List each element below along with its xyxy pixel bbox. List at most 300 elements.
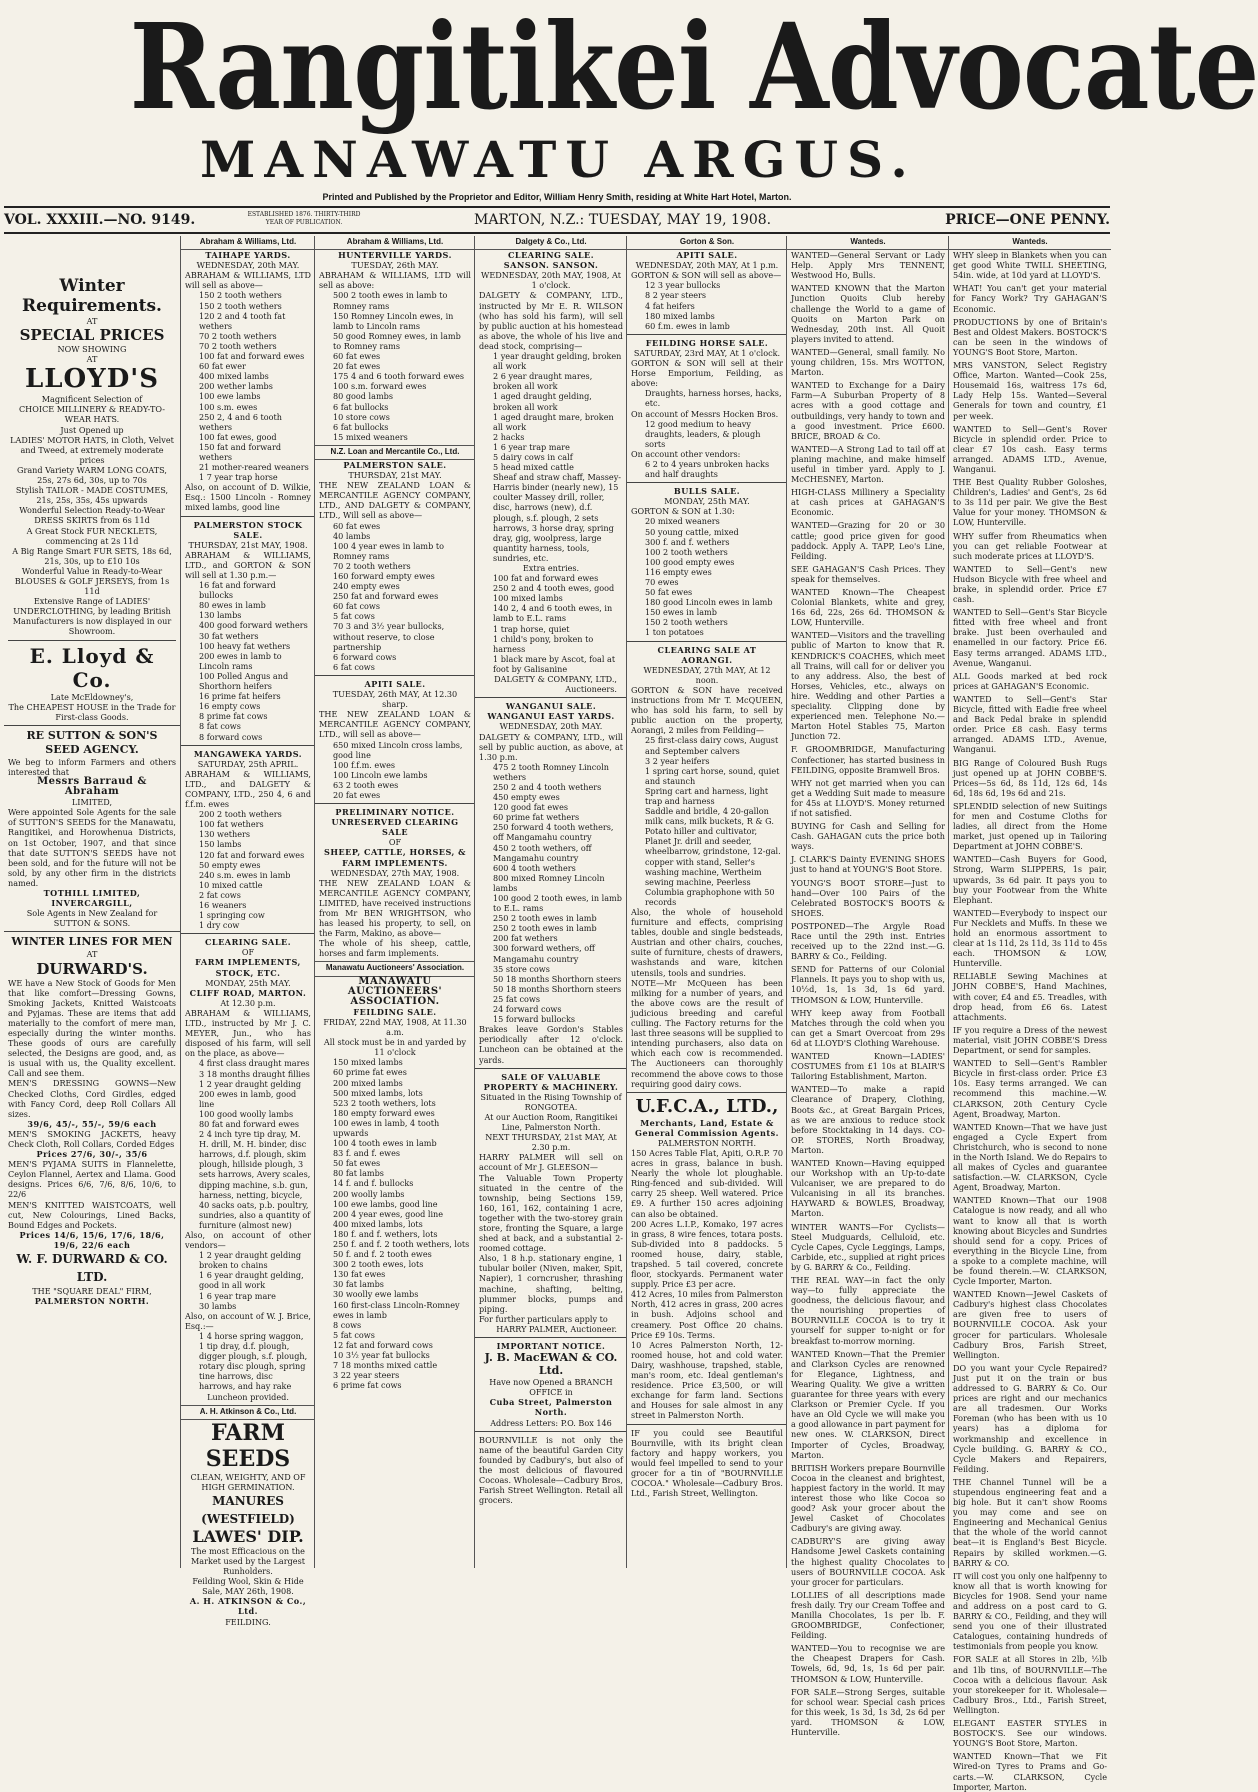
ad-text: HARRY PALMER will sell on account of Mr J. GLEESON—: [479, 1152, 623, 1173]
lot-item: 100 good 2 tooth ewes, in lamb to E.L. rams: [493, 893, 622, 914]
wanted-ad: WANTED to Sell—Gent's Star Bicycle, fitted with Eadie free wheel and Back Pedal brake in splendid order. Price £8 cash. Easy terms arranged. ADAMS LTD., Avenue, Wanganui.: [953, 693, 1107, 755]
lloyds-name: LLOYD'S: [24, 364, 160, 395]
lot-item: 130 fat ewes: [333, 1269, 386, 1280]
ad-text: LIMITED,: [71, 797, 113, 808]
divider: [315, 803, 475, 804]
ad-text: ABRAHAM & WILLIAMS, LTD., and DALGETY & COMPANY, LTD., 250 4, 6 and f.f.m. ewes: [185, 768, 311, 810]
special-prices: SPECIAL PRICES: [19, 326, 165, 345]
sale-title: BULLS SALE.: [673, 486, 741, 497]
sale-title: WANGANUI SALE.: [505, 701, 597, 712]
divider: [475, 1431, 627, 1432]
lot-item: 1 black mare by Ascot, foal at foot by Galisanine: [493, 653, 616, 674]
lot-list: [479, 762, 623, 1024]
lot-item: 600 4 tooth wethers: [493, 862, 576, 873]
wanted-ad: WHAT! You can't get your material for Fancy Work? Try GAHAGAN'S Economic.: [953, 283, 1107, 314]
ad-text: Situated in the Rising Township of RONGOTEA.: [480, 1091, 622, 1112]
lot-item: 250 f. and f. 2 tooth wethers, lots: [333, 1239, 470, 1249]
lot-item: 70 ewes: [645, 577, 679, 587]
wanted-ad: YOUNG'S BOOT STORE—Just to hand—Over 100 Pairs of the Celebrated BOSTOCK'S BOOTS & SHOES.: [791, 877, 945, 918]
ad-text: AT: [86, 316, 98, 326]
ad-text: Late McEldowney's,: [50, 691, 134, 702]
lot-item: 20 mixed weaners: [645, 516, 720, 527]
lot-item: 200 2 tooth wethers: [199, 809, 282, 820]
lot-item: 10 3½ year fat bullocks: [333, 1350, 430, 1361]
ad-text: Luncheon provided.: [207, 1391, 289, 1402]
lot-item: 450 2 tooth wethers, off Mangamahu country: [493, 842, 592, 863]
ad-text: AT: [86, 949, 98, 960]
wanted-ad: ELEGANT EASTER STYLES in BOSTOCK'S. See our windows. YOUNG'S Boot Store, Marton.: [953, 1718, 1107, 1749]
lot-item: 16 empty cows: [199, 701, 261, 712]
divider: [627, 1092, 787, 1093]
column-5: [626, 236, 787, 1568]
ad-text: DALGETY & COMPANY, LTD., instructed by Mr E. R. WILSON (who has sold his farm), will sell by public auction at his homestead as above, the whole of his live and dead stock, comprising—: [479, 290, 623, 351]
lot-item: 1 year draught gelding, broken all work: [493, 351, 622, 372]
lot-item: 60 f.m. ewes in lamb: [645, 320, 730, 331]
issue-date: MARTON, N.Z.: TUESDAY, MAY 19, 1908.: [474, 212, 772, 228]
column-7: [948, 236, 1111, 1792]
ad-text: THE NEW ZEALAND LOAN & MERCANTILE AGENCY COMPANY, LTD., will sell as above—: [319, 709, 471, 740]
lot-item: 180 mixed lambs: [645, 310, 715, 321]
wanted-ad: WHY suffer from Rheumatics when you can get reliable Footwear at such moderate prices at LLOYD'S.: [953, 530, 1107, 561]
lot-item: 12 good medium to heavy draughts, leaders, & plough sorts: [645, 418, 761, 449]
lot-item: 25 first-class dairy cows, August and September calvers: [645, 735, 779, 756]
wanted-ad: WANTED Known—Having equipped our Workshop with an Up-to-date Vulcaniser, we are prepared to do Vulcanising in all its branches. HAYWARD & BOWLES, Broadway, Marton.: [791, 1157, 945, 1219]
lot-item: 1 spring cart horse, sound, quiet and staunch: [645, 765, 780, 786]
ad-text: ABRAHAM & WILLIAMS, LTD will sell as above:: [319, 270, 471, 291]
ad-text: OF: [388, 837, 402, 848]
mangaweka-sale: [181, 749, 315, 931]
lot-item: 40 lambs: [333, 530, 371, 541]
ad-text: Also, the whole of household furniture and effects, comprising tables, double and single bedsteads, Austrian and other chairs, couches, suite of furniture, chests of drawers, washstands and ware, kitchen utensils, tools and sundries.: [631, 907, 783, 978]
lot-item: 1 aged draught mare, broken all work: [493, 411, 614, 432]
wanted-ad: WANTED to Sell—Gent's Star Bicycle fitted with free wheel and front brake. Just been overhauled and enamelled in our factory. Price £6. Easy terms arranged. ADAMS LTD., Avenue, Wanganui.: [953, 607, 1107, 668]
wanted-ad: WANTED—Cash Buyers for Good, Strong, Warm SLIPPERS, 1s pair, upwards, 3s 6d pair. It pays you to buy your Footwear from the White Elephant.: [953, 854, 1107, 905]
sale-title: CLEARING SALE.: [507, 250, 595, 261]
lot-item: 70 2 tooth wethers: [199, 330, 277, 341]
lot-item: 16 weaners: [199, 900, 247, 910]
ad-text: GORTON & SON at 1.30:: [631, 506, 735, 517]
wanted-ad: WANTED KNOWN that the Marton Junction Quoits Club hereby challenge the World to a game of Quoits on Marton Park on Wednesday, 20th inst. All Quoit players invited to attend.: [791, 283, 945, 344]
sale-title: PALMERSTON STOCK SALE.: [193, 519, 303, 540]
sale-title: PALMERSTON SALE.: [343, 459, 447, 470]
lot-item: 200 woolly lambs: [333, 1188, 405, 1199]
lot-item: 100 good empty ewes: [645, 556, 735, 567]
sale-place: SANSON. SANSON.: [503, 260, 599, 271]
sale-date: THURSDAY, 21st MAY, 1908.: [188, 539, 308, 550]
feilding-sale: [315, 977, 475, 1391]
lot-item: 1 2 year draught gelding broken to chains: [199, 1250, 302, 1271]
column-heading: Wanteds.: [949, 236, 1111, 250]
lot-item: 2 hacks: [493, 431, 525, 442]
lot-list: [185, 290, 311, 482]
lot-item: 8 cows: [333, 1319, 362, 1330]
durwards-name: DURWARD'S.: [36, 959, 148, 978]
wanted-ad: WANTED Known—That our 1908 Catalogue is now ready, and all who want to know all that is worth knowing about Bicycles and Sundries should send for a copy. Prices of everything in the Bicycle Line, from a spoke to a complete machine, will be found therein.—W. CLARKSON, Cycle Importer, Marton.: [953, 1195, 1108, 1287]
issue-price: PRICE—ONE PENNY.: [945, 212, 1110, 228]
lloyds-item: A Big Range Smart FUR SETS, 18s 6d, 21s, 30s, up to £10 10s: [12, 545, 172, 566]
lot-list: [319, 521, 471, 672]
ad-text: Extra entries.: [522, 563, 580, 573]
ad-text: MEN'S PYJAMA SUITS in Flannelette, Ceylon Flannel, Aertex and Llama. Good designs. Prices 6/6, 7/6, 8/6, 10/6, to 22/6: [8, 1159, 176, 1200]
lot-item: 6 fat bullocks: [333, 401, 389, 412]
printer-line: Printed and Published by the Proprietor and Editor, William Henry Smith, residing at White Hart Hotel, Marton.: [322, 192, 792, 202]
wanted-ad: MRS VANSTON, Select Registry Office, Marton. Wanted—Cook 25s, Housemaid 16s, waitress 17s 6d, Lady Help 15s. Wanted—Several Generals for town and country, £1 per week.: [953, 360, 1107, 421]
column-heading: N.Z. Loan and Mercantile Co., Ltd.: [315, 445, 475, 460]
lot-item: 80 good lambs: [333, 391, 393, 402]
sanson-sale: [475, 250, 627, 694]
ad-price: Prices 27/6, 30/-, 35/6: [36, 1149, 148, 1160]
lot-item: 1 2 year draught gelding: [199, 1078, 302, 1089]
lot-item: 15 forward bullocks: [493, 1014, 576, 1025]
sale-date: WEDNESDAY, 20th MAY, At 1 p.m.: [635, 260, 779, 271]
lot-item: 1 trap horse, quiet: [493, 623, 570, 634]
lot-item: 63 2 tooth ewes: [333, 779, 399, 790]
ad-text: All stock must be in and yarded by 11 o'clock: [323, 1037, 467, 1058]
column-3: [314, 236, 475, 1568]
wanted-ad: POSTPONED—The Argyle Road Race until the 29th inst. Entries received up to the 22nd inst.—G. BARRY & Co., Feilding.: [791, 920, 945, 962]
macewan-name: J. B. MacEWAN & CO. Ltd.: [484, 1351, 618, 1378]
wanted-ad: FOR SALE—Strong Serges, suitable for school wear. Special cash prices for this week, 1s 3d, 1s 3d, 2s 6d per yard. THOMSON & LOW, Hunterville.: [791, 1686, 945, 1738]
barraud-name: Messrs Barraud & Abraham: [37, 776, 147, 798]
lot-item: 2 6 year draught mares, broken all work: [493, 371, 593, 392]
lot-list: [185, 1058, 311, 1230]
ad-text: BOURNVILLE is not only the name of the beautiful Garden City founded by Cadbury's, but also of the most delicious of flavoured Cocoas. Wholesale—Cadbury Bros, Farish Street Wellington. Retail all grocers.: [479, 1434, 623, 1506]
column-heading: A. H. Atkinson & Co., Ltd.: [181, 1405, 315, 1420]
divider: [475, 1068, 627, 1069]
wanted-ad: F. GROOMBRIDGE, Manufacturing Confectioner, has started business in FEILDING, opposite Bramwell Bros.: [791, 744, 945, 775]
lot-list: [185, 1250, 311, 1311]
lot-item: Sheaf and straw chaff, Massey-Harris binder (nearly new), 15 coulter Massey drill, roller, disc, harrows (new), d.f. plough, s.f. plough, 2 sets harrows, 3 horse dray, spring dray, gig, woolpress, large quantity harness, tools, sundries, etc.: [493, 472, 622, 563]
lot-list: [319, 290, 471, 441]
lot-item: 100 s.m. forward ewes: [333, 381, 427, 392]
lot-item: 116 empty ewes: [645, 566, 712, 577]
ad-text: Sole Agents in New Zealand for SUTTON & SONS.: [26, 908, 158, 929]
lot-item: 150 ewes in lamb: [645, 607, 717, 618]
ad-text: We beg to inform Farmers and others interested that: [8, 756, 176, 777]
lot-item: 16 prime fat heifers: [199, 691, 281, 702]
lot-item: 500 2 tooth ewes in lamb to Romney rams: [333, 290, 448, 311]
wanted-ads: [949, 250, 1111, 1792]
wanted-ad: WANTED—A Strong Lad to tail off at planing machine, and make himself useful in timber yard. Apply to J. McCHESNEY, Marton.: [791, 443, 945, 485]
lot-item: 160 first-class Lincoln-Romney ewes in lamb: [333, 1299, 460, 1320]
wanted-ad: ALL Goods marked at bed rock prices at GAHAGAN'S Economic.: [953, 670, 1107, 691]
divider: [181, 933, 315, 934]
ad-text: ABRAHAM & WILLIAMS, LTD., and GORTON & SON will sell at 1.30 p.m.—: [185, 549, 311, 580]
wanted-ad: RELIABLE Sewing Machines at JOHN COBBE'S, Hand Machines, with cover, £4 and £5. Treadles, with drop head, from £6 6s. Latest attachments.: [953, 971, 1107, 1022]
lot-item: 60 fat cows: [333, 601, 381, 612]
sale-title: PRELIMINARY NOTICE.: [335, 807, 455, 818]
column-heading: Manawatu Auctioneers' Association.: [315, 961, 475, 976]
sutton-ad: [4, 729, 180, 929]
column-1: [4, 236, 180, 1568]
lot-item: 150 2 tooth wethers: [199, 300, 282, 311]
lot-item: 80 ewes in lamb: [199, 600, 266, 611]
lot-item: 100 fat and forward ewes: [199, 351, 305, 362]
lot-item: 120 fat and forward ewes: [199, 849, 305, 860]
lot-item: 100 good woolly lambs: [199, 1108, 294, 1119]
durward-title: WINTER LINES FOR MEN: [11, 935, 173, 949]
volume-number: VOL. XXXIII.—NO. 9149.: [4, 212, 196, 228]
lot-item: 8 fat cows: [199, 721, 241, 732]
wanted-ad: WANTED Known—That the Premier and Clarkson Cycles are renowned for Elegance, Lightness, and Wearing Quality. We give a written guarantee for three years with every Clarkson or Premier Cycle. If you have an Old Cycle we will make you a good allowance in part payment for new ones. W. CLARKSON, Direct Importer of Cycles, Broadway, Marton.: [791, 1348, 945, 1460]
lot-item: 3 22 year steers: [333, 1370, 400, 1381]
column-2: [180, 236, 315, 1627]
sale-title: SHEEP, CATTLE, HORSES, & FARM IMPLEMENTS.: [324, 847, 466, 868]
ad-text: The CHEAPEST HOUSE in the Trade for First-class Goods.: [8, 701, 176, 722]
sale-time: At 12.30 p.m.: [220, 997, 276, 1008]
sale-date: WEDNESDAY, 20th MAY.: [196, 260, 300, 271]
lot-item: 100 ewes in lamb, 4 tooth upwards: [333, 1117, 440, 1138]
column-heading: Abraham & Williams, Ltd.: [181, 236, 315, 250]
lot-item: 1 7 year trap horse: [199, 472, 278, 483]
sale-date: MONDAY, 25th MAY.: [205, 977, 291, 988]
ad-text: The Valuable Town Property situated in the centre of the township, being Sections 159, 160, 161, 162, containing 1 acre, together with the two-storey grain store, fronting the Square, a large shed at back, and a substantial 2-roomed cottage.: [479, 1172, 623, 1254]
lloyds-item: Stylish TAILOR - MADE COSTUMES, 21s, 25s, 35s, 45s upwards: [15, 485, 169, 506]
wanted-ad: WANTED to Sell—Gent's new Hudson Bicycle with free wheel and brake, in splendid order. Price £7 cash.: [953, 563, 1107, 605]
lloyds-ad: [4, 236, 180, 722]
ad-text: FEILDING.: [225, 1616, 271, 1627]
lot-item: 2 4 inch tyre tip dray, M. H. drill, M. H. binder, disc harrows, d.f. plough, skim plough, hillside plough, 3 sets harrows, Avery scales, dipping machine, s.b. gun, harness, netting, bicycle, 40 sacks oats, p.b. poultry, sundries, also a quantity of furniture (almost new): [199, 1129, 311, 1230]
lot-item: 20 fat ewes: [333, 361, 381, 372]
lot-list: [631, 280, 783, 330]
atkinson-ad: [181, 1420, 315, 1627]
sale-date: SATURDAY, 25th APRIL.: [197, 758, 299, 769]
macewan-notice: [475, 1341, 627, 1428]
lot-item: Saddle and bridle, 4 20-gallon milk cans, milk buckets, R & G. Potato hiller and cultivator, Planet Jr. drill and seeder, wheelbarrow, grindstone, 12-gal. copper with stand, Seller's washing machine, Wertheim sewing machine, Peerless Columbia graphophone with 50 records: [645, 806, 781, 907]
rongotea-sale: [475, 1072, 627, 1334]
lot-item: Draughts, harness horses, hacks, etc.: [645, 388, 782, 409]
divider: [627, 482, 787, 483]
lot-item: 1 springing cow: [199, 910, 265, 921]
lot-list: [319, 740, 471, 801]
established-note: ESTABLISHED 1876. THIRTY-THIRD YEAR OF PUBLICATION.: [247, 211, 361, 226]
lloyds-item: Magnificent Selection of: [41, 394, 143, 405]
lot-item: 24 forward cows: [493, 1004, 562, 1015]
sale-title: UNRESERVED CLEARING SALE: [331, 817, 459, 838]
ad-text: Have now Opened a BRANCH OFFICE in: [489, 1377, 613, 1398]
divider: [181, 745, 315, 746]
ad-text: OF: [241, 947, 255, 958]
lot-item: 25 fat cows: [493, 993, 541, 1004]
lot-item: 300 f. and f. wethers: [645, 536, 730, 547]
ad-text: The whole of his sheep, cattle, horses and farm implements.: [319, 938, 471, 959]
lot-item: 150 lambs: [199, 839, 242, 850]
divider: [8, 640, 176, 641]
ad-text: DALGETY & COMPANY, LTD., will sell by public auction, as above, at 1.30 p.m.: [479, 731, 623, 762]
lot-item: 100 Lincoln ewe lambs: [333, 769, 428, 780]
sale-title: SALE OF VALUABLE PROPERTY & MACHINERY.: [483, 1071, 619, 1092]
wanted-ad: J. CLARK'S Dainty EVENING SHOES just to hand at YOUNG'S Boot Store.: [791, 854, 945, 875]
sale-date: FRIDAY, 22nd MAY, 1908, At 11.30 a.m.: [323, 1016, 467, 1038]
lot-item: 50 fat ewes: [645, 587, 693, 598]
lloyds-item: Wonderful Value in Ready-to-Wear BLOUSES & GOLF JERSEYS, from 1s 11d: [14, 565, 170, 597]
lot-list: [479, 573, 623, 674]
wanted-ad: LOLLIES of all descriptions made fresh daily. Try our Cream Toffee and Manilla Chocolates, 1s per lb. F. GROOMBRIDGE, Confectioner, Feilding.: [791, 1589, 945, 1641]
column-heading: Gorton & Son.: [627, 236, 787, 250]
hunterville-sale: [315, 250, 475, 442]
lot-item: 130 lambs: [199, 610, 242, 621]
wanted-ad: IF you require a Dress of the newest material, visit JOHN COBBE'S Dress Department, or send for samples.: [953, 1024, 1107, 1056]
lot-item: 100 4 tooth ewes in lamb: [333, 1138, 437, 1149]
sale-title: CLEARING SALE AT AORANGI.: [657, 644, 757, 665]
ad-text: AT: [86, 354, 98, 365]
ad-text: 10 Acres Palmerston North, 12-roomed house, hot and cold water. Dairy, washhouse, trapshed, stable, man's room, etc. Ideal gentleman's residence. Price £3,500, or will exchange for farm land. Sections and Houses for sale almost in any street in Palmerston North.: [631, 1339, 783, 1421]
column-6: [786, 236, 949, 1738]
column-heading: Dalgety & Co., Ltd.: [475, 236, 627, 250]
lot-item: 140 2, 4 and 6 tooth ewes, in lamb to E.L. rams: [493, 603, 613, 624]
wanted-ad: WANTED—General Servant or Lady Help. Apply Mrs TENNENT, Westwood Ho, Bulls.: [791, 250, 945, 281]
lot-item: 14 f. and f. bullocks: [333, 1178, 414, 1189]
ad-price: Prices 14/6, 15/6, 17/6, 18/6, 19/6, 22/6 each: [19, 1229, 165, 1250]
wanted-ad: SEND for Patterns of our Colonial Flannels. It pays you to shop with us, 10½d, 1s, 1s 3d, 1s 6d yard. THOMSON & LOW, Hunterville.: [791, 964, 945, 1005]
ad-text: On account other vendors:: [631, 448, 741, 459]
ad-text: CLEAN, WEIGHTY, AND OF HIGH GERMINATION.: [190, 1471, 306, 1492]
lot-item: 250 2 and 4 tooth wethers: [493, 781, 602, 792]
lot-item: 50 good Romney ewes, in lamb to Romney rams: [333, 330, 461, 351]
ufca-name: U.F.C.A., LTD.,: [635, 1095, 779, 1117]
sale-date: SATURDAY, 23rd MAY, At 1 o'clock.: [633, 347, 781, 358]
bournville-ad: [475, 1435, 627, 1506]
lot-item: 8 prime fat cows: [199, 711, 268, 722]
lot-item: 100 mixed lambs: [493, 593, 563, 604]
lot-list: [185, 809, 311, 930]
taihape-sale: [181, 250, 315, 512]
lot-item: 120 2 and 4 tooth fat wethers: [199, 310, 286, 331]
wanted-ad: WANTED—Everybody to inspect our Fur Necklets and Muffs. In these we hold an enormous assortment to clear at 1s 11d, 2s 11d, 3s 11d to 45s each. THOMSON & LOW, Hunterville.: [953, 907, 1107, 969]
divider: [315, 675, 475, 676]
lot-item: 60 fat ewes: [333, 520, 381, 531]
ad-price: 39/6, 45/-, 55/-, 59/6 each: [27, 1118, 157, 1129]
lot-item: 16 fat and forward bullocks: [199, 580, 276, 601]
wanted-ad: WANTED Known—That we have just engaged a Cycle Expert from Christchurch, who is second to none in the North Island. We do Repairs to all makes of Cycles and guarantee satisfaction.—W. CLARKSON, Cycle Agent, Broadway, Marton.: [953, 1121, 1107, 1193]
lot-item: 250 forward 4 tooth wethers, off Mangamahu country: [493, 822, 614, 843]
lot-item: 523 2 tooth wethers, lots: [333, 1097, 436, 1108]
lot-item: 1 4 horse spring waggon, 1 tip dray, d.f. plough, digger plough, s.f. plough, rotary disc plough, spring tine harrows, disc harrows, and hay rake: [199, 1330, 308, 1392]
lot-item: 30 fat lambs: [333, 1279, 384, 1290]
sale-date: WEDNESDAY, 27th MAY, At 12 noon.: [643, 664, 771, 685]
ad-text: 200 Acres L.I.P., Komako, 197 acres in grass, 8 wire fences, totara posts. Sub-divided into 8 paddocks. 5 roomed house, dairy, stable, trapshed. 5 tail covered, concrete floor, stockyards. Permanent water supply. Price £3 per acre.: [631, 1218, 783, 1290]
lot-item: 70 3 and 3½ year bullocks, without reserve, to close partnership: [333, 621, 445, 652]
sutton-title: RE SUTTON & SON'S SEED AGENCY.: [26, 728, 158, 756]
lot-item: 400 mixed lambs, lots: [333, 1218, 423, 1229]
farm-seeds-title: FARM SEEDS: [205, 1419, 291, 1472]
lot-item: 160 forward empty ewes: [333, 571, 435, 581]
ad-text: Address Letters: P.O. Box 146: [490, 1417, 612, 1428]
lot-item: 10 mixed cattle: [199, 879, 263, 890]
aorangi-sale: [627, 645, 787, 1089]
wanted-ad: SPLENDID selection of new Suitings for men and Costume Cloths for ladies, all direct from the Home market, just opened up in Tailoring Department at JOHN COBBE'S.: [953, 800, 1107, 852]
lot-item: 1 aged draught gelding, broken all work: [493, 391, 592, 412]
lot-item: 200 wether lambs: [199, 381, 273, 392]
lot-item: 175 4 and 6 tooth forward ewes: [333, 371, 465, 382]
lot-list: [631, 516, 783, 637]
ad-text: NOTE—Mr McQueen has been milking for a number of years, and the above cows are the result of judicious breeding and careful culling. The Factory returns for the last three seasons will be supplied to intending purchasers, also data on which each cow is recommended. The Auctioneers can thoroughly recommend the above cows to those requiring good dairy cows.: [631, 977, 783, 1089]
ad-text: GORTON & SON will sell at their Horse Emporium, Feilding, as above:: [631, 358, 783, 389]
ad-text: PALMERSTON NORTH.: [657, 1137, 757, 1148]
lot-item: 250 2 tooth ewes in lamb: [493, 913, 597, 924]
lot-item: 200 4 year ewes, good line: [333, 1208, 444, 1219]
lawes-title: LAWES' DIP.: [192, 1526, 304, 1546]
ad-text: THE NEW ZEALAND LOAN & MERCANTILE AGENCY COMPANY, LIMITED, have received instructions from Mr BEN WRIGHTSON, who has leased his property, to sell, on the Farm, Makino, as above—: [319, 877, 471, 939]
lot-item: 1 dry cow: [199, 920, 240, 931]
lot-item: 200 ewes in lamb, good line: [199, 1088, 297, 1109]
bournville-ad: [627, 1428, 787, 1499]
lot-item: 35 store cows: [493, 963, 550, 974]
ad-text: ABRAHAM & WILLIAMS, LTD., instructed by Mr J. C. MEYER, Jun., who has disposed of his farm, will sell on the place, as above—: [185, 1007, 311, 1059]
lot-item: 30 lambs: [199, 1300, 237, 1311]
wanganui-sale: [475, 701, 627, 1064]
lot-item: 300 2 tooth ewes, lots: [333, 1259, 424, 1270]
durward-ad: [4, 935, 180, 1306]
sale-date: WEDNESDAY, 20th MAY.: [499, 721, 603, 732]
lot-item: 250 fat and forward ewes: [333, 591, 439, 602]
lot-item: 6 fat bullocks: [333, 421, 389, 432]
lot-item: 100 heavy fat wethers: [199, 640, 291, 651]
nz-palmerston-sale: [315, 460, 475, 672]
sale-date: WEDNESDAY, 20th MAY, 1908, At 1 o'clock.: [481, 270, 621, 291]
ad-text: Cuba Street, Palmerston North.: [489, 1397, 613, 1418]
lot-item: 200 ewes in lamb to Lincoln rams: [199, 650, 282, 671]
wanted-ad: WANTED Known—LADIES' COSTUMES from £1 10s at BLAIR'S Tailoring Establishment, Marton.: [791, 1051, 945, 1082]
divider: [627, 334, 787, 335]
sale-date: TUESDAY, 26th MAY.: [351, 260, 439, 271]
lot-item: 1 child's pony, broken to harness: [493, 633, 594, 654]
lot-item: 100 2 tooth wethers: [645, 546, 728, 557]
lot-item: 100 fat and forward ewes: [493, 573, 599, 584]
wanted-ad: FOR SALE at all Stores in 2lb, ½lb and 1lb tins, of BOURNVILLE—The Cocoa with a delicious flavour. Ask your storekeeper for it. Wholesale—Cadbury Bros., Ltd., Farish Street, Wellington.: [953, 1654, 1107, 1715]
lot-list: [631, 735, 783, 907]
ad-text: THE NEW ZEALAND LOAN & MERCANTILE AGENCY COMPANY, LTD., AND DALGETY & COMPANY, LTD., Will sell as above—: [319, 480, 471, 521]
lot-item: 6 forward cows: [333, 651, 397, 662]
lot-item: 100 s.m. ewes: [199, 401, 258, 412]
lloyds-item: LADIES' MOTOR HATS, in Cloth, Velvet and Tweed, at extremely moderate prices: [10, 434, 174, 465]
dateline: [4, 206, 1110, 234]
lot-item: 130 wethers: [199, 829, 251, 840]
lot-item: 5 head mixed cattle: [493, 462, 574, 473]
lot-item: 400 mixed lambs: [199, 371, 269, 382]
divider: [627, 1424, 787, 1425]
divider: [475, 697, 627, 698]
wanted-ad: WANTED to Sell—Gent's Rambler Bicycle in first-class order. Price £3 10s. Easy terms arranged. We can recommend this machine.—W. CLARKSON, 20th Century Cycle Agent, Broadway, Marton.: [953, 1058, 1107, 1119]
lloyds-item: Just Opened up: [60, 424, 124, 435]
column-heading: Abraham & Williams, Ltd.: [315, 236, 475, 250]
lot-item: 100 fat wethers: [199, 819, 264, 830]
ad-text: Feilding Wool, Skin & Hide Sale, MAY 26th, 1908.: [192, 1576, 304, 1597]
winter-title: Winter Requirements.: [22, 276, 162, 316]
palmerston-sale: [181, 520, 315, 742]
lot-item: 70 2 tooth wethers: [333, 560, 411, 571]
sale-title: FARM IMPLEMENTS, STOCK, ETC.: [195, 957, 301, 978]
lloyds-item: CHOICE MILLINERY & READY-TO-WEAR HATS.: [18, 404, 166, 425]
lot-item: 50 fat ewes: [333, 1158, 381, 1169]
ad-text: WE have a New Stock of Goods for Men that like comfort—Dressing Gowns, Smoking Jackets, Knitted Waistcoats and Pyjamas. These are items that add materially to the comfort of mere man, especially during the winter months. These goods of ours are carefully selected, the Designs are good, and, as is usual with us, the Quality excellent. Call and see them.: [8, 977, 176, 1079]
lot-item: 8 forward cows: [199, 731, 263, 742]
horse-sale: [627, 338, 787, 479]
lot-item: 4 fat heifers: [645, 300, 695, 311]
lot-item: 100 ewe lambs: [199, 391, 261, 402]
column-4: [474, 236, 627, 1568]
newspaper-title: Rangitikei Advocate: [129, 0, 1258, 136]
tothill-name: TOTHILL LIMITED, INVERCARGILL,: [43, 888, 141, 909]
lot-item: 5 dairy cows in calf: [493, 451, 573, 462]
sale-date: NEXT THURSDAY, 21st MAY, At 2.30 p.m.: [485, 1132, 617, 1153]
wanted-ad: PRODUCTIONS by one of Britain's Best and Oldest Makers. BOSTOCK'S can be seen in the windows of YOUNG'S Boot Store, Marton.: [953, 316, 1107, 357]
sale-date: THURSDAY, 21st MAY.: [348, 470, 442, 481]
lot-item: 150 Romney Lincoln ewes, in lamb to Lincoln rams: [333, 310, 454, 331]
wanted-ad: WANTED—General, small family. No young children, 15s. Mrs WOTTON, Marton.: [791, 346, 945, 378]
lot-item: 200 fat wethers: [493, 933, 558, 944]
lot-item: 1 ton potatoes: [645, 627, 704, 638]
